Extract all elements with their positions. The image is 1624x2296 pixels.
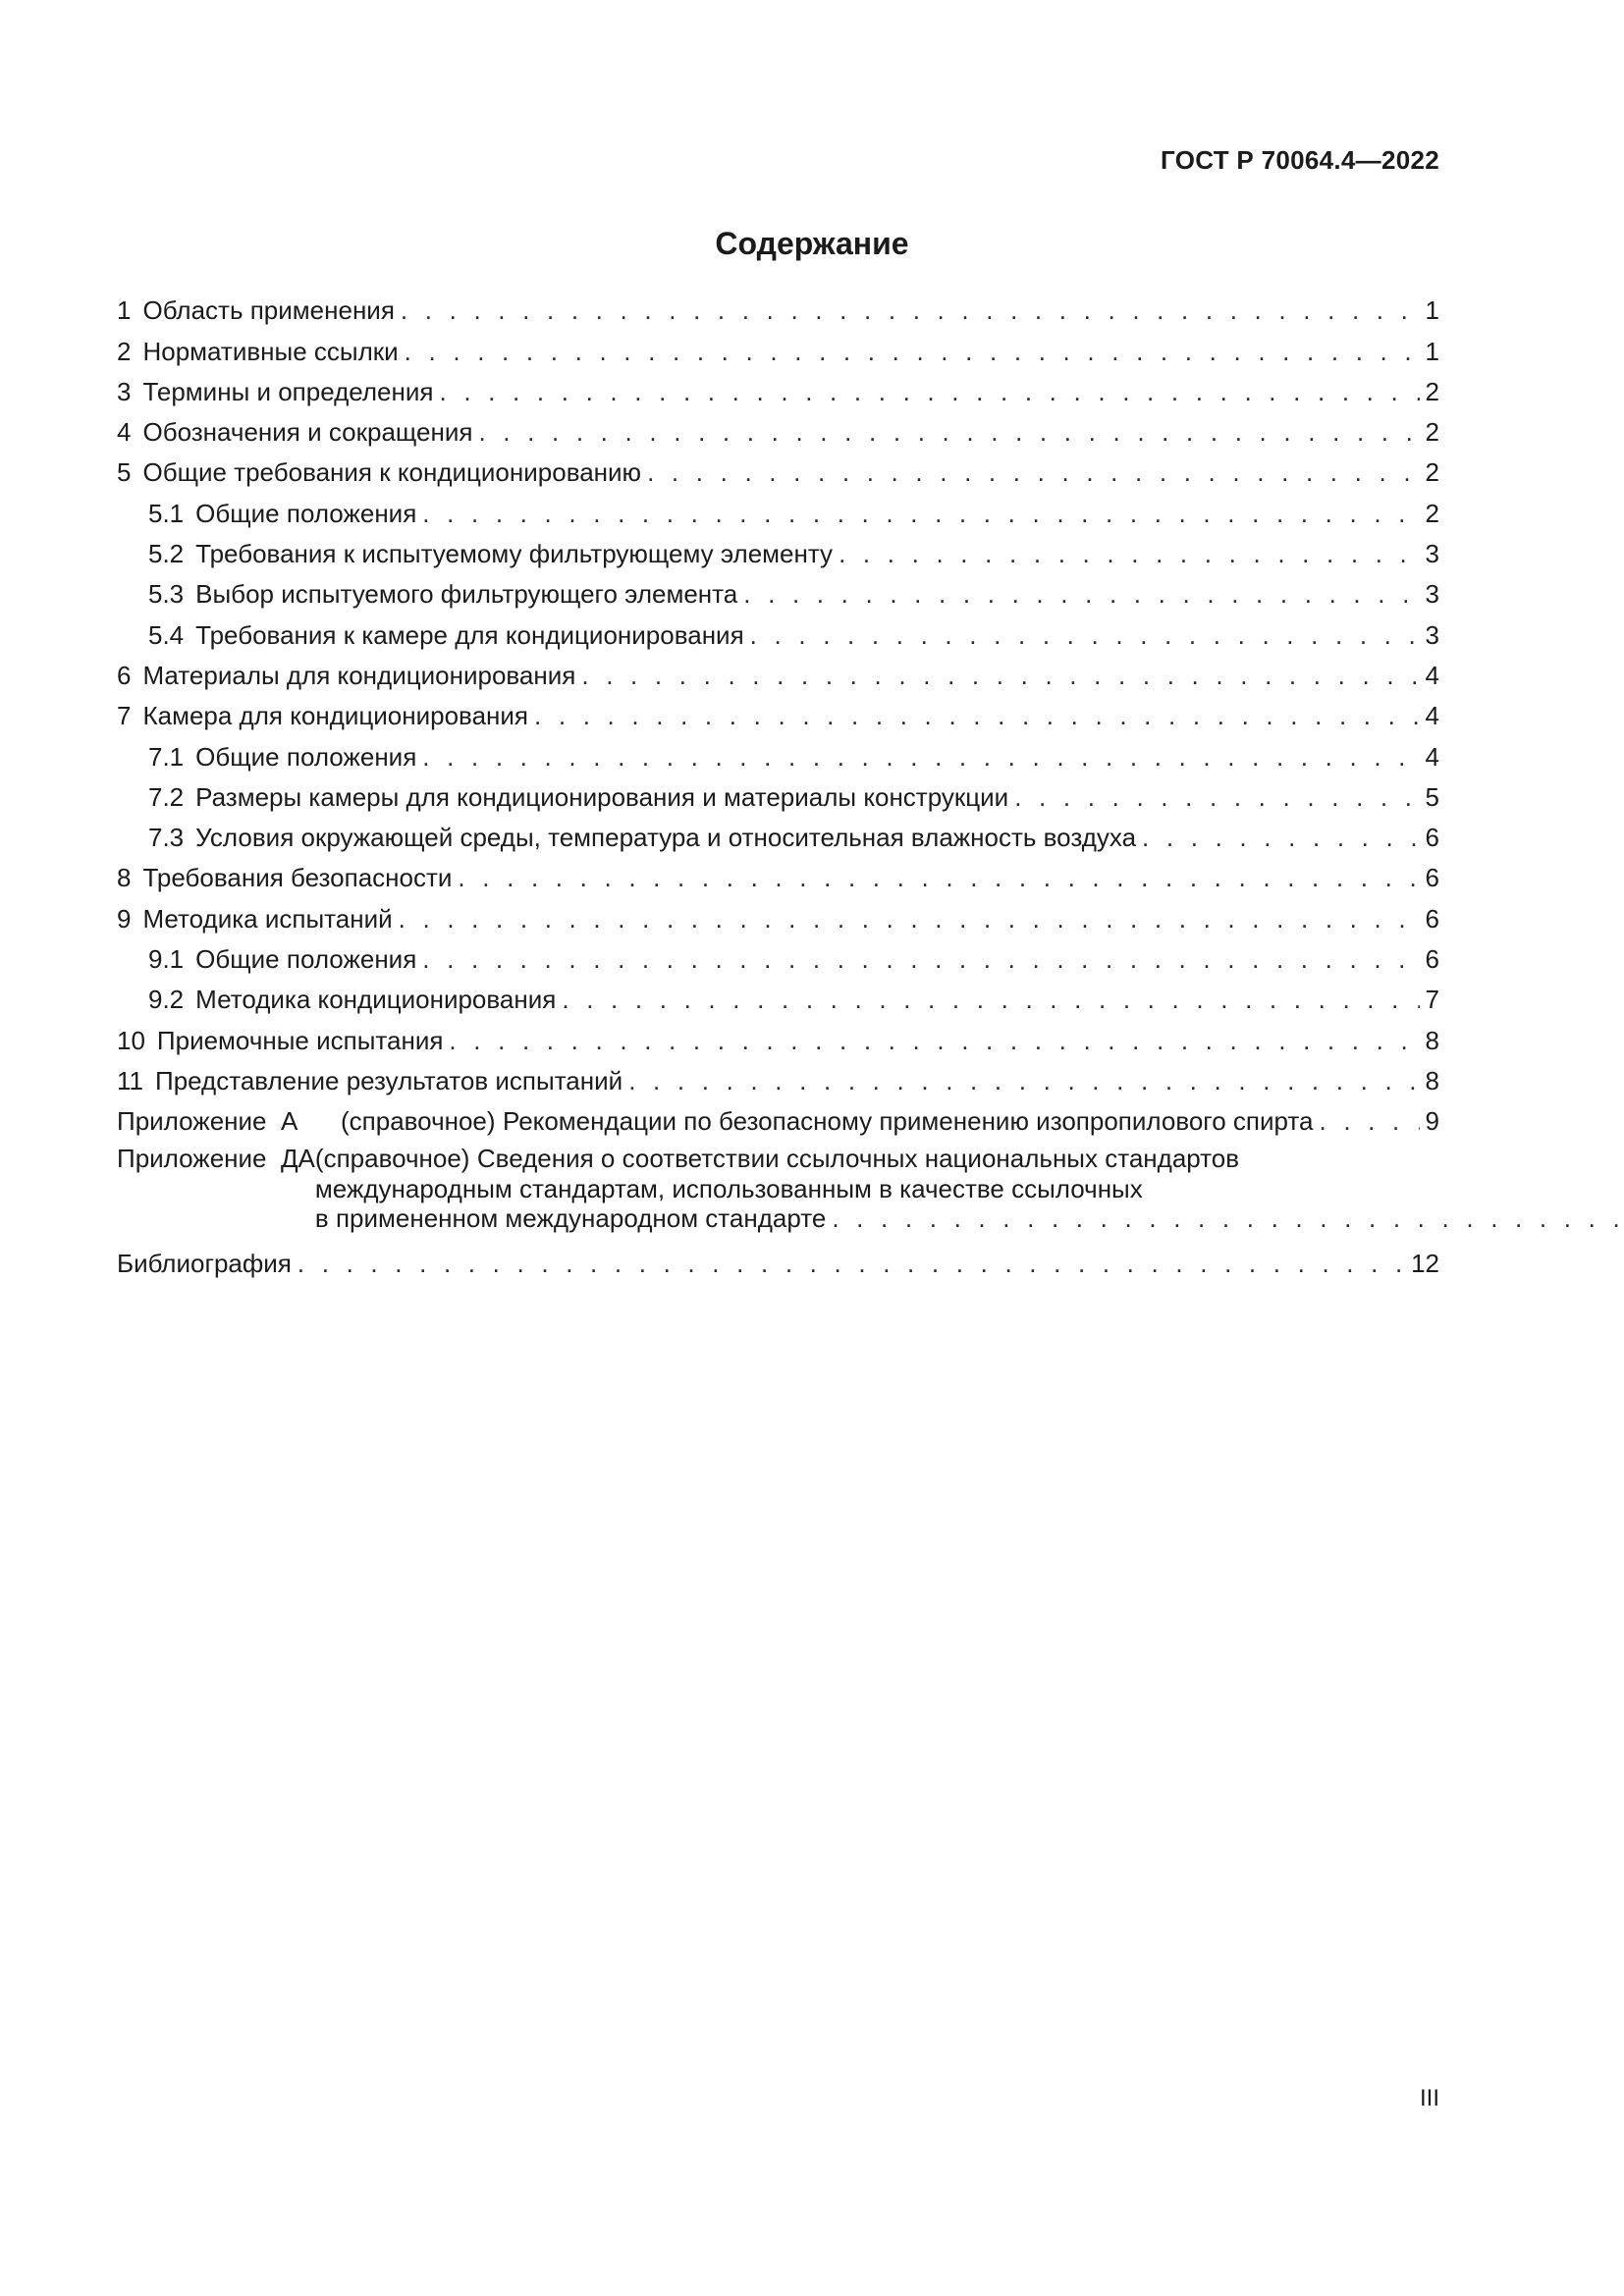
toc-entry-title: Методика испытаний	[142, 903, 393, 934]
page-folio: III	[1419, 2085, 1439, 2111]
toc-entry-number: 9.2	[148, 985, 185, 1015]
toc-entry-page: 5	[1425, 781, 1439, 812]
toc-appendix-a[interactable]	[117, 1095, 1439, 1136]
toc-leader	[401, 295, 1420, 325]
appendix-da-body	[315, 1144, 1624, 1234]
toc-entry-number: 4	[117, 417, 132, 448]
toc-entry-page: 2	[1425, 417, 1439, 448]
toc-entry-page: 4	[1425, 741, 1439, 772]
toc-entry[interactable]	[117, 406, 1439, 447]
toc-leader	[534, 701, 1420, 730]
toc-entry[interactable]	[117, 366, 1439, 406]
toc-entry-page: 4	[1425, 660, 1439, 690]
toc-entry-page: 3	[1425, 579, 1439, 610]
toc-entry-title: Условия окружающей среды, температура и относительная влажность воздуха	[195, 823, 1137, 853]
toc-leader	[628, 1066, 1419, 1095]
toc-entry-title: Область применения	[142, 295, 395, 326]
toc-entry-number: 9.1	[148, 944, 185, 975]
toc-leader	[439, 377, 1419, 406]
appendix-a-kind: (справочное)	[341, 1105, 496, 1136]
toc-leader	[581, 661, 1419, 690]
toc-entry-title: Приемочные испытания	[156, 1025, 444, 1055]
toc-entries	[117, 285, 1439, 1095]
toc-entry-number: 2	[117, 336, 132, 366]
toc-entry[interactable]	[117, 528, 1439, 568]
toc-entry-number: 3	[117, 376, 132, 406]
toc-entry-number: 7.2	[148, 781, 185, 812]
toc-entry-title: Общие положения	[195, 944, 417, 975]
appendix-a-page: 9	[1425, 1105, 1439, 1136]
toc-leader	[647, 457, 1419, 487]
toc-entry[interactable]	[117, 852, 1439, 892]
toc-leader	[478, 417, 1419, 447]
toc-entry-number: 10	[117, 1025, 145, 1055]
toc-entry-page: 2	[1425, 457, 1439, 488]
toc-entry-title: Размеры камеры для кондиционирования и материалы конструкции	[195, 781, 1009, 812]
appendix-da-label: Приложение ДА	[117, 1144, 315, 1174]
toc-entry-title: Камера для кондиционирования	[142, 701, 528, 731]
toc-entry[interactable]	[117, 934, 1439, 974]
toc-leader	[405, 337, 1420, 366]
toc-entry-page: 8	[1425, 1065, 1439, 1095]
toc-entry[interactable]	[117, 568, 1439, 609]
toc-entry[interactable]	[117, 447, 1439, 487]
toc-entry-number: 7.3	[148, 823, 185, 853]
toc-entry-page: 4	[1425, 701, 1439, 731]
toc-entry-number: 5.2	[148, 539, 185, 569]
toc-entry-number: 6	[117, 660, 132, 690]
toc-leader	[458, 863, 1419, 892]
toc-leader	[298, 1249, 1405, 1278]
toc-entry-title: Материалы для кондиционирования	[142, 660, 576, 690]
toc-entry-title: Нормативные ссылки	[142, 336, 399, 366]
toc-entry[interactable]	[117, 325, 1439, 365]
toc-entry-number: 7	[117, 701, 132, 731]
toc-entry-page: 8	[1425, 1025, 1439, 1055]
toc-entry-title: Термины и определения	[142, 376, 434, 406]
toc-entry-title: Требования безопасности	[142, 863, 453, 893]
toc-entry[interactable]	[117, 892, 1439, 933]
bibliography-title: Библиография	[117, 1249, 292, 1279]
toc-entry[interactable]	[117, 1014, 1439, 1054]
toc-entry[interactable]	[117, 812, 1439, 852]
toc-entry-title: Общие положения	[195, 498, 417, 528]
toc-leader	[399, 904, 1420, 934]
toc-leader	[832, 1203, 1624, 1234]
toc-entry-number: 11	[117, 1065, 143, 1095]
doc-code: ГОСТ Р 70064.4—2022	[1161, 145, 1439, 175]
toc-entry-page: 3	[1425, 539, 1439, 569]
toc-entry-page: 6	[1425, 944, 1439, 975]
toc-leader	[1142, 823, 1419, 852]
appendix-da-title-line3: в примененном международном стандарте	[314, 1203, 827, 1234]
toc-entry-page: 1	[1425, 295, 1439, 326]
toc-entry[interactable]	[117, 285, 1439, 325]
toc-entry-page: 2	[1425, 376, 1439, 406]
toc-leader	[839, 539, 1419, 568]
toc-entry-page: 7	[1425, 985, 1439, 1015]
toc-leader	[743, 579, 1419, 609]
toc-leader	[1319, 1106, 1419, 1137]
toc-entry-page: 1	[1425, 336, 1439, 366]
toc-leader	[1014, 782, 1419, 812]
toc-entry-title: Выбор испытуемого фильтрующего элемента	[195, 579, 738, 610]
toc-entry[interactable]	[117, 974, 1439, 1014]
table-of-contents	[117, 285, 1439, 1278]
appendix-da-title-line2: международным стандартам, использованным в качестве ссылочных	[314, 1173, 1143, 1203]
toc-entry-title: Обозначения и сокращения	[142, 417, 473, 448]
toc-entry-number: 5.4	[148, 619, 185, 650]
toc-leader	[750, 620, 1420, 650]
toc-entry-number: 5.3	[148, 579, 185, 610]
toc-entry-page: 6	[1425, 823, 1439, 853]
toc-entry-title: Требования к камере для кондиционирования	[195, 619, 744, 650]
toc-bibliography[interactable]	[117, 1238, 1439, 1278]
toc-leader	[562, 985, 1419, 1014]
toc-entry-title: Методика кондиционирования	[195, 985, 557, 1015]
toc-leader	[422, 742, 1419, 772]
appendix-a-label: Приложение А	[117, 1105, 298, 1136]
appendix-a-title: Рекомендации по безопасному применению изопропилового спирта	[503, 1105, 1314, 1136]
toc-entry[interactable]	[117, 609, 1439, 649]
toc-entry-title: Общие положения	[195, 741, 417, 772]
toc-entry-title: Представление результатов испытаний	[155, 1065, 623, 1095]
toc-entry-page: 6	[1425, 863, 1439, 893]
toc-entry-number: 9	[117, 903, 132, 934]
appendix-da-title-line1: Сведения о соответствии ссылочных национальных стандартов	[476, 1144, 1240, 1174]
toc-entry-title: Общие требования к кондиционированию	[142, 457, 642, 488]
toc-entry[interactable]	[117, 487, 1439, 527]
toc-entry-number: 5.1	[148, 498, 185, 528]
toc-leader	[422, 944, 1419, 974]
toc-entry-page: 6	[1425, 903, 1439, 934]
toc-entry-number: 1	[117, 295, 132, 326]
appendix-da-kind: (справочное)	[314, 1144, 470, 1174]
toc-entry[interactable]	[117, 690, 1439, 730]
toc-heading: Содержание	[715, 226, 909, 261]
toc-leader	[422, 499, 1419, 528]
toc-entry[interactable]	[117, 730, 1439, 771]
toc-entry-number: 5	[117, 457, 132, 488]
toc-appendix-da[interactable]	[117, 1144, 1439, 1234]
toc-leader	[449, 1026, 1419, 1055]
toc-entry[interactable]	[117, 1055, 1439, 1095]
toc-entry[interactable]	[117, 650, 1439, 690]
toc-entry[interactable]	[117, 772, 1439, 812]
bibliography-page: 12	[1411, 1249, 1439, 1279]
toc-entry-page: 2	[1425, 498, 1439, 528]
toc-entry-page: 3	[1425, 619, 1439, 650]
toc-entry-number: 7.1	[148, 741, 185, 772]
toc-entry-number: 8	[117, 863, 132, 893]
toc-entry-title: Требования к испытуемому фильтрующему элементу	[195, 539, 834, 569]
